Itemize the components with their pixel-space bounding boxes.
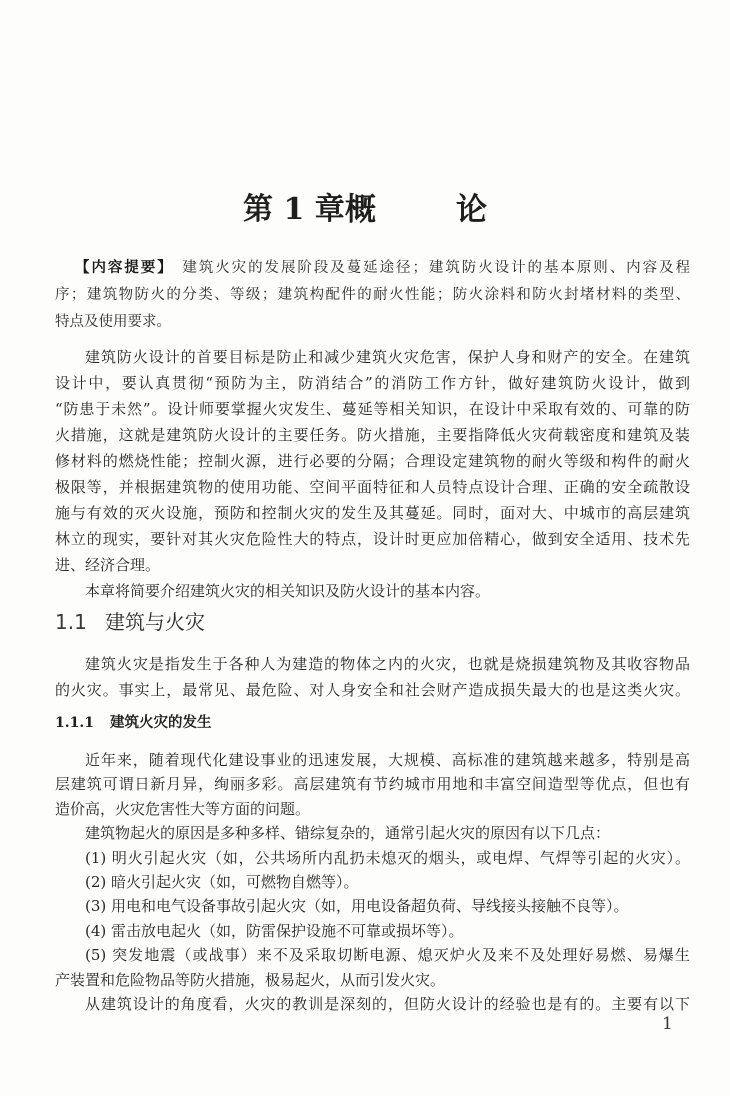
paragraph-line: 设计中，要认真贯彻“预防为主，防消结合”的消防工作方针，做好建筑防火设计，做到 [55, 374, 690, 392]
paragraph-line: 建筑火灾是指发生于各种人为建造的物体之内的火灾，也就是烧损建筑物及其收容物品 [85, 655, 690, 673]
paragraph-line: 本章将简要介绍建筑火灾的相关知识及防火设计的基本内容。 [85, 582, 491, 600]
list-item-line: (2) 暗火引起火灾（如，可燃物自燃等）。 [85, 872, 359, 891]
summary-line [55, 254, 690, 282]
list-item-line: (1) 明火引起火灾（如，公共场所内乱扔未熄灭的烟头，或电焊、气焊等引起的火灾）。 [85, 848, 690, 867]
list-item-line: 产装置和危险物品等防火措施，极易起火，从而引发火灾。 [55, 970, 446, 989]
paragraph-line: 极限等，并根据建筑物的使用功能、空间平面特征和人员特点设计合理、正确的安全疏散设 [55, 478, 690, 496]
paragraph-line: 近年来，随着现代化建设事业的迅速发展，大规模、高标准的建筑越来越多，特别是高 [85, 751, 690, 769]
paragraph-line: 建筑物起火的原因是多种多样、错综复杂的，通常引起火灾的原因有以下几点： [85, 824, 611, 843]
paragraph-line: 的火灾。事实上，最常见、最危险、对人身安全和社会财产造成损失最大的也是这类火灾。 [55, 681, 690, 699]
list-item-line: (5) 突发地震（或战事）来不及采取切断电源、熄灭炉火及来不及处理好易燃、易爆生 [85, 946, 690, 965]
section-1-1-text [55, 651, 690, 703]
subsection-number: 1.1.1 [55, 715, 94, 731]
paragraph-line: 造价高，火灾危害性大等方面的问题。 [55, 799, 311, 818]
paragraph-line: 从建筑设计的角度看，火灾的教训是深刻的，但防火设计的经验也是有的。主要有以下 [85, 994, 690, 1013]
paragraph-line: 修材料的燃烧性能；控制火源，进行必要的分隔；合理设定建筑物的耐火等级和构件的耐火 [55, 452, 690, 470]
paragraph-line: 层建筑可谓日新月异，绚丽多彩。高层建筑有节约城市用地和丰富空间造型等优点，但也有 [55, 775, 690, 794]
summary-text: 建筑火灾的发展阶段及蔓延途径；建筑防火设计的基本原则、内容及程 [182, 260, 690, 276]
paragraph-line: “防患于未然”。设计师要掌握火灾发生、蔓延等相关知识，在设计中采取有效的、可靠的防 [55, 400, 690, 418]
intro-text [55, 344, 690, 604]
subsection-heading [55, 709, 212, 735]
paragraph-line: 施与有效的灭火设施，预防和控制火灾的发生及其蔓延。同时，面对大、中城市的高层建筑 [55, 504, 690, 522]
section-1-1-1-text [55, 748, 690, 1016]
paragraph-line: 火措施，这就是建筑防火设计的主要任务。防火措施，主要指降低火灾荷载密度和建筑及装 [55, 426, 690, 444]
section-title: 建筑与火灾 [105, 610, 205, 634]
summary-tag: 【内容提要】 [75, 259, 174, 276]
chapter-name: 概论 [345, 192, 567, 228]
page-number: 1 [662, 1014, 673, 1034]
paragraph-line: 建筑防火设计的首要目标是防止和减少建筑火灾危害，保护人身和财产的安全。在建筑 [85, 348, 690, 366]
section-number: 1.1 [55, 610, 87, 634]
summary-line: 特点及使用要求。 [55, 314, 171, 330]
list-item-line: (4) 雷击放电起火（如，防雷保护设施不可靠或损坏等）。 [85, 921, 464, 940]
paragraph-line: 林立的现实，要针对其火灾危险性大的特点，设计时更应加倍精心，做到安全适用、技术先 [55, 530, 690, 548]
chapter-label: 第 1 章 [243, 192, 345, 227]
paragraph-line: 进、经济合理。 [55, 556, 161, 574]
section-heading [55, 606, 205, 638]
content-summary [55, 254, 690, 337]
summary-line: 序；建筑物防火的分类、等级；建筑构配件的耐火性能；防火涂料和防火封堵材料的类型、 [55, 286, 690, 303]
subsection-title: 建筑火灾的发生 [110, 715, 212, 731]
list-item-line: (3) 用电和电气设备事故引起火灾（如，用电设备超负荷、导线接头接触不良等）。 [85, 897, 629, 916]
